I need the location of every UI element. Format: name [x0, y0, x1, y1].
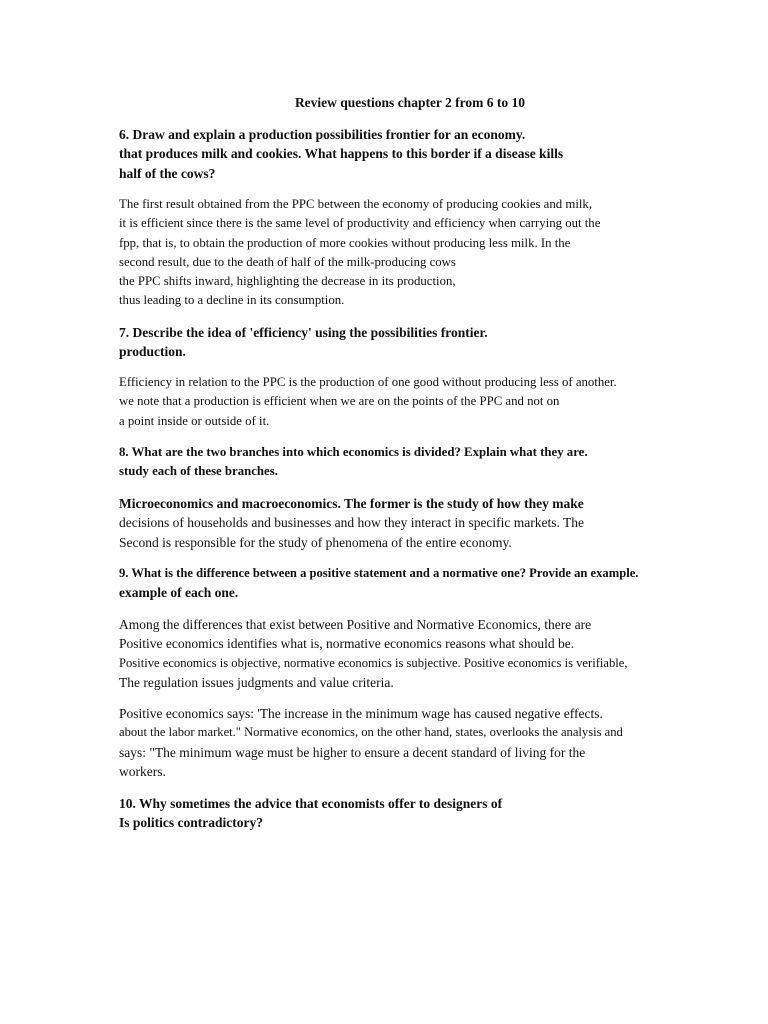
question-line: example of each one.	[119, 585, 239, 601]
answer-line: The regulation issues judgments and value criteria.	[119, 674, 394, 690]
answer-line: about the labor market." Normative economics, on the other hand, states, overlooks the analysis and	[119, 725, 623, 740]
answer-7	[119, 373, 739, 431]
question-line: 6. Draw and explain a production possibilities frontier for an economy.	[119, 127, 526, 142]
answer-line: we note that a production is efficient when we are on the points of the PPC and not on	[119, 394, 560, 409]
answer-line: Second is responsible for the study of phenomena of the entire economy.	[119, 534, 512, 550]
question-9	[119, 564, 739, 603]
question-line: study each of these branches.	[119, 464, 278, 479]
answer-line: The first result obtained from the PPC between the economy of producing cookies and milk,	[119, 197, 593, 211]
answer-line: workers.	[119, 763, 166, 779]
answer-8	[119, 494, 739, 552]
question-line: production.	[119, 344, 186, 360]
question-line: 9. What is the difference between a positive statement and a normative one? Provide an example.	[119, 566, 639, 580]
question-8	[119, 443, 739, 482]
answer-line: Efficiency in relation to the PPC is the production of one good without producing less of another.	[119, 375, 617, 389]
answer-line: fpp, that is, to obtain the production of more cookies without producing less milk. In the	[119, 235, 571, 250]
question-line: half of the cows?	[119, 165, 216, 181]
question-line: 7. Describe the idea of 'efficiency' using the possibilities frontier.	[119, 325, 488, 340]
question-line: 8. What are the two branches into which economics is divided? Explain what they are.	[119, 445, 588, 459]
answer-line: Positive economics identifies what is, normative economics reasons what should be.	[119, 636, 575, 652]
question-line: Is politics contradictory?	[119, 815, 263, 831]
answer-line: Positive economics is objective, normative economics is subjective. Positive economics is verifiable,	[119, 655, 628, 670]
answer-line: Positive economics says: 'The increase in the minimum wage has caused negative effects.	[119, 706, 603, 721]
page-title: Review questions chapter 2 from 6 to 10	[294, 95, 526, 110]
question-6	[119, 125, 739, 183]
answer-line: the PPC shifts inward, highlighting the decrease in its production,	[119, 274, 456, 289]
answer-line: says: "The minimum wage must be higher to ensure a decent standard of living for the	[119, 744, 586, 760]
answer-line: thus leading to a decline in its consumption.	[119, 293, 345, 308]
answer-9-examples	[119, 704, 739, 781]
question-line: that produces milk and cookies. What happens to this border if a disease kills	[119, 146, 564, 162]
answer-9-differences	[119, 615, 739, 692]
answer-line: second result, due to the death of half of the milk-producing cows	[119, 254, 456, 269]
answer-line: Among the differences that exist between Positive and Normative Economics, there are	[119, 617, 592, 632]
answer-line: it is efficient since there is the same level of productivity and efficiency when carrying out the	[119, 216, 601, 231]
answer-line: a point inside or outside of it.	[119, 413, 270, 428]
answer-line: Microeconomics and macroeconomics. The former is the study of how they make	[119, 496, 584, 511]
question-line: 10. Why sometimes the advice that economists offer to designers of	[119, 796, 503, 811]
question-10	[119, 794, 739, 833]
answer-line: decisions of households and businesses and how they interact in specific markets. The	[119, 515, 585, 531]
question-7	[119, 323, 739, 362]
answer-6	[119, 195, 739, 311]
